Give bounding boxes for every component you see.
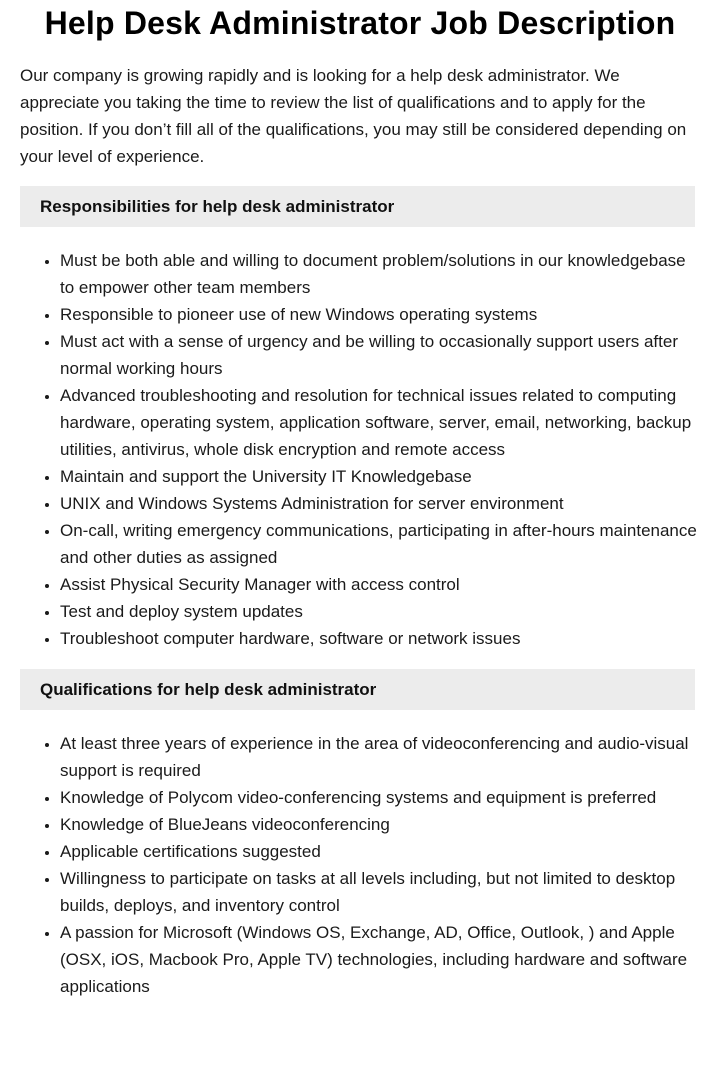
- list-item: • At least three years of experience in the area of videoconferencing and audio-visual support is required: [60, 730, 700, 784]
- qualifications-list: [20, 730, 700, 1000]
- list-item: • A passion for Microsoft (Windows OS, Exchange, AD, Office, Outlook, ) and Apple (OSX, iOS, Macbook Pro, Apple TV) technologies, including hardware and software applications: [60, 919, 700, 1000]
- list-item: • Knowledge of BlueJeans videoconferencing: [60, 811, 700, 838]
- page-title: Help Desk Administrator Job Description: [44, 5, 676, 41]
- list-item: • Maintain and support the University IT Knowledgebase: [60, 463, 700, 490]
- responsibilities-list: [20, 247, 700, 652]
- list-item: • Must be both able and willing to document problem/solutions in our knowledgebase to empower other team members: [60, 247, 700, 301]
- list-item: • UNIX and Windows Systems Administration for server environment: [60, 490, 700, 517]
- list-item: • On-call, writing emergency communications, participating in after-hours maintenance and other duties as assigned: [60, 517, 700, 571]
- list-item: • Responsible to pioneer use of new Windows operating systems: [60, 301, 700, 328]
- list-item: • Advanced troubleshooting and resolution for technical issues related to computing hardware, operating system, application software, server, email, networking, backup utilities, antivirus, whole disk encryption and remote access: [60, 382, 700, 463]
- list-item: • Assist Physical Security Manager with access control: [60, 571, 700, 598]
- list-item: • Test and deploy system updates: [60, 598, 700, 625]
- list-item: • Applicable certifications suggested: [60, 838, 700, 865]
- intro-paragraph: Our company is growing rapidly and is looking for a help desk administrator. We appreciate you taking the time to review the list of qualifications and to apply for the position. If you don’t fill all of the qualifications, you may still be considered depending on your level of experience.: [20, 66, 687, 166]
- list-item: • Troubleshoot computer hardware, software or network issues: [60, 625, 700, 652]
- list-item: • Must act with a sense of urgency and be willing to occasionally support users after normal working hours: [60, 328, 700, 382]
- qualifications-header: Qualifications for help desk administrator: [20, 669, 695, 710]
- list-item: • Willingness to participate on tasks at all levels including, but not limited to desktop builds, deploys, and inventory control: [60, 865, 700, 919]
- responsibilities-header: Responsibilities for help desk administrator: [20, 186, 695, 227]
- list-item: • Knowledge of Polycom video-conferencing systems and equipment is preferred: [60, 784, 700, 811]
